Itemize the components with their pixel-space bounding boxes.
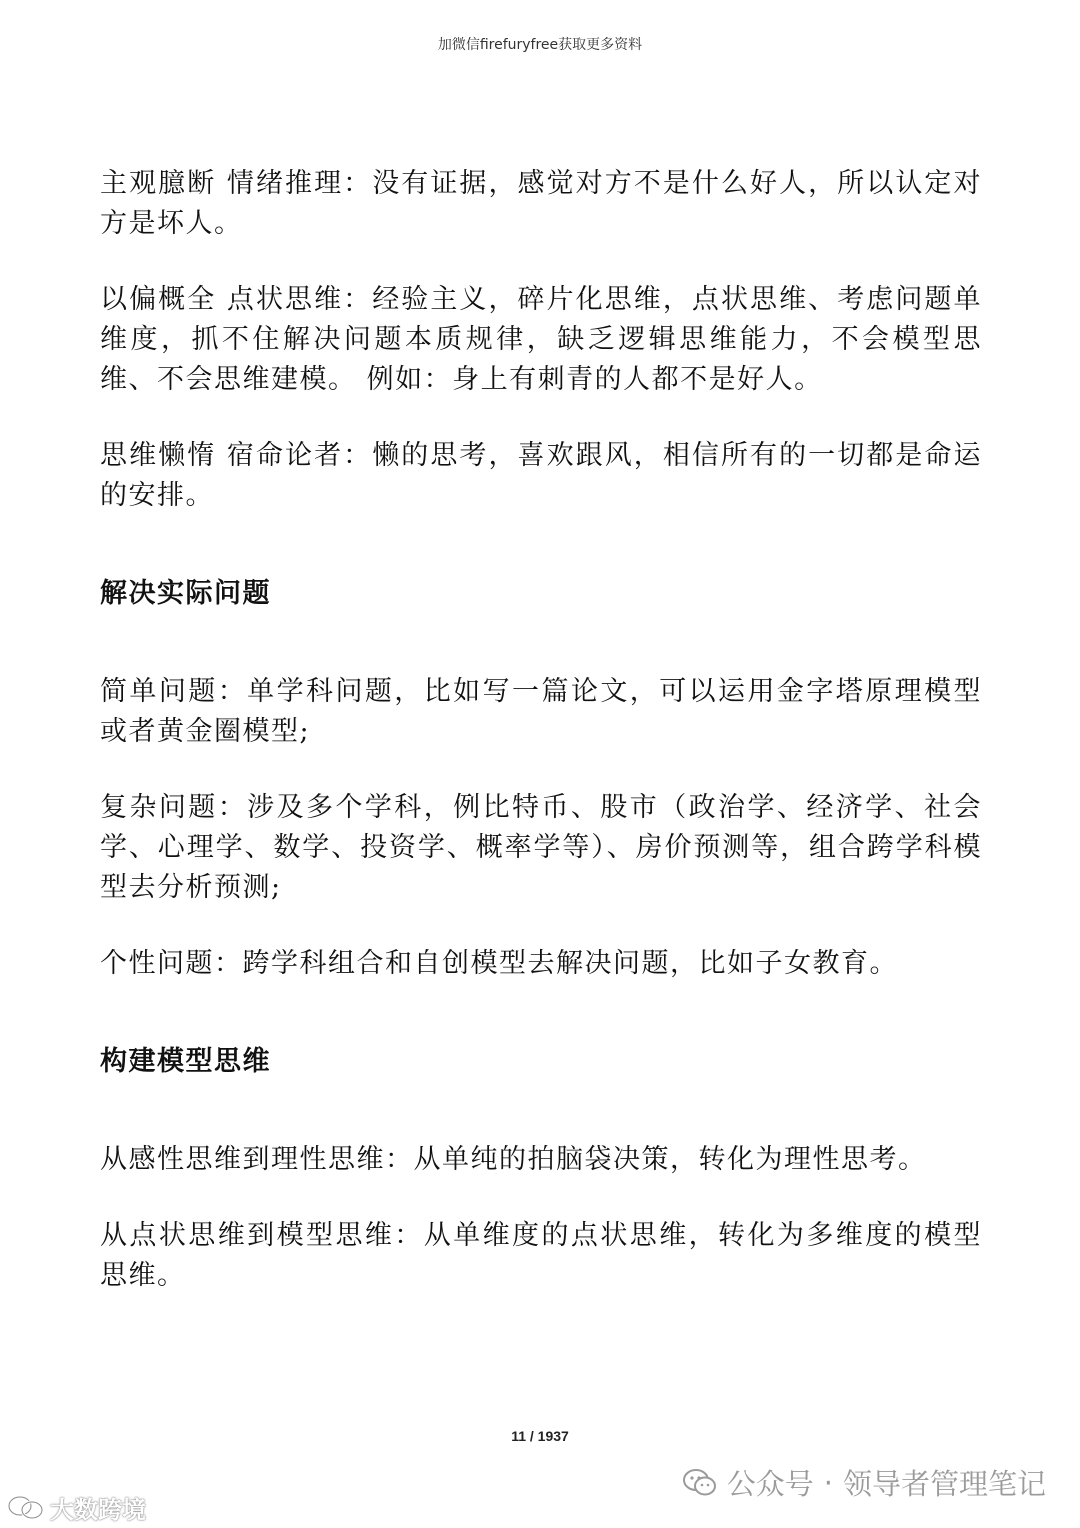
paragraph-complex-problem: 复杂问题：涉及多个学科，例比特币、股市（政治学、经济学、社会学、心理学、数学、投资学、概率学等）、房价预测等，组合跨学科模型去分析预测; [100, 792, 982, 903]
paragraph-thinking-laziness: 思维懒惰 宿命论者：懒的思考，喜欢跟风，相信所有的一切都是命运的安排。 [100, 440, 982, 511]
section-heading-build: 构建模型思维 [100, 1046, 271, 1077]
paragraph-simple-problem: 简单问题：单学科问题，比如写一篇论文，可以运用金字塔原理模型或者黄金圈模型; [100, 676, 982, 747]
wechat-account-name: 领导者管理笔记 [842, 1467, 1046, 1501]
paragraph-subjective-judgment: 主观臆断 情绪推理：没有证据，感觉对方不是什么好人，所以认定对方是坏人。 [100, 168, 982, 239]
paragraph-personal-problem: 个性问题：跨学科组合和自创模型去解决问题，比如子女教育。 [100, 948, 898, 979]
wechat-separator: · [823, 1465, 833, 1500]
wechat-watermark [683, 1462, 1046, 1503]
page-number: 11 / 1937 [511, 1428, 569, 1444]
paragraph-overgeneralization: 以偏概全 点状思维：经验主义，碎片化思维，点状思维、考虑问题单维度，抓不住解决问题本质规律，缺乏逻辑思维能力，不会模型思维、不会思维建模。 例如：身上有刺青的人都不是好人。 [100, 284, 982, 395]
corner-watermark-text: 大数跨境 [50, 1496, 146, 1524]
page-header: 加微信firefuryfree获取更多资料 [437, 37, 643, 53]
paragraph-point-to-model: 从点状思维到模型思维：从单维度的点状思维，转化为多维度的模型思维。 [100, 1220, 982, 1291]
chat-bubbles-icon [6, 1493, 46, 1523]
section-heading-solve: 解决实际问题 [100, 578, 271, 609]
document-body [100, 164, 982, 1296]
wechat-icon [683, 1468, 717, 1498]
paragraph-perceptual-to-rational: 从感性思维到理性思维：从单纯的拍脑袋决策，转化为理性思考。 [100, 1144, 927, 1175]
wechat-prefix: 公众号 [726, 1467, 814, 1501]
corner-watermark [6, 1490, 146, 1525]
